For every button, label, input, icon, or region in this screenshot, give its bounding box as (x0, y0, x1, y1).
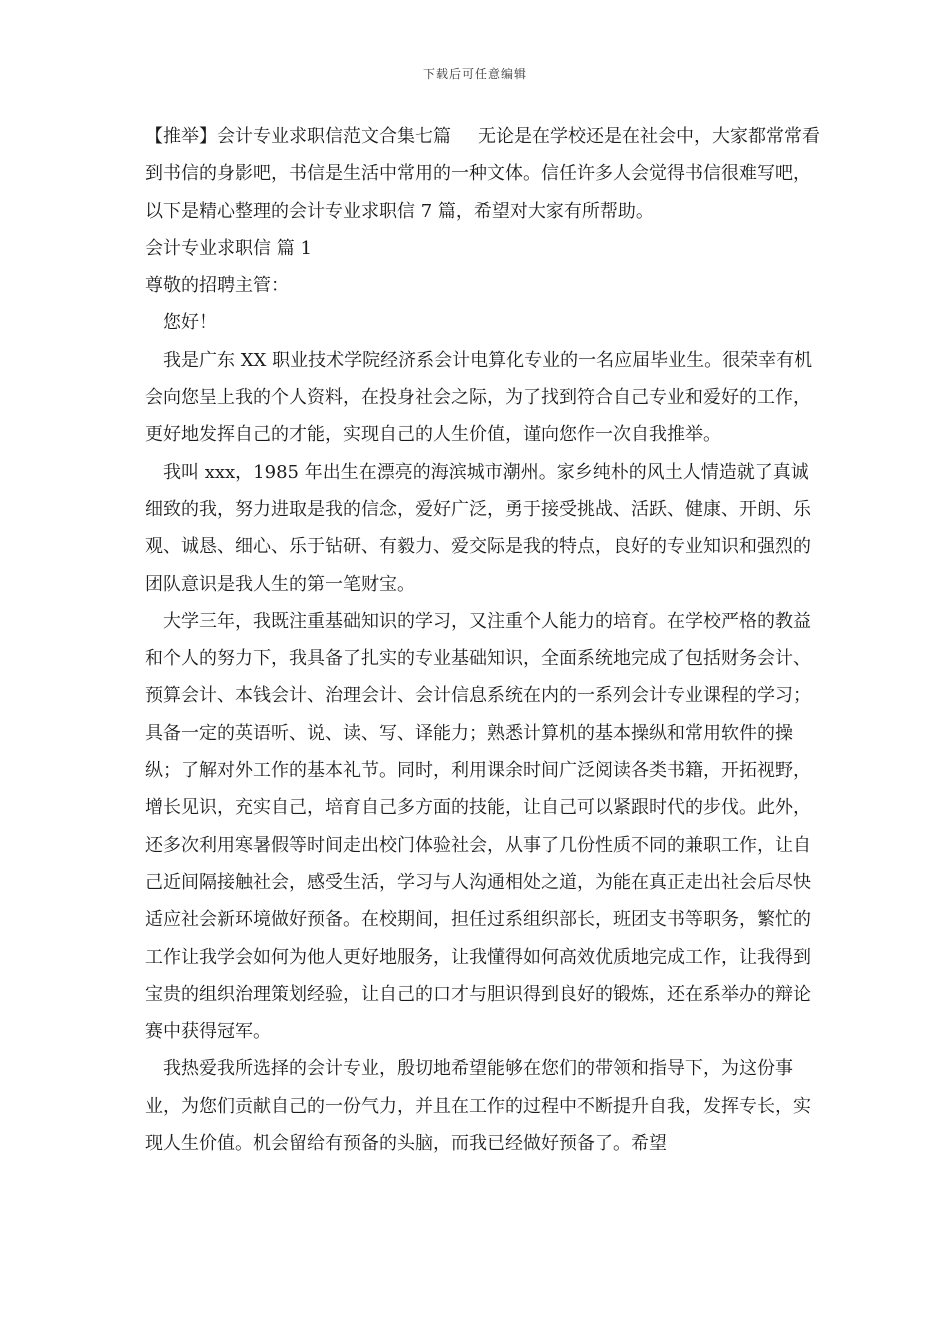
salutation: 尊敬的招聘主管： (145, 275, 289, 297)
intro-paragraph (145, 118, 825, 230)
paragraph-1: 我是广东 XX 职业技术学院经济系会计电算化专业的一名应届毕业生。很荣幸有机会向您呈上我的个人资料，在投身社会之际，为了找到符合自己专业和爱好的工作，更好地发挥自己的才能，实现自己的人生价值，谨向您作一次自我推举。 (145, 349, 813, 446)
page-header: 下载后可任意编辑 (422, 67, 527, 81)
paragraph-2: 我叫 xxx，1985 年出生在漂亮的海滨城市潮州。家乡纯朴的风土人情造就了真诚细致的我，努力进取是我的信念，爱好广泛，勇于接受挑战、活跃、健康、开朗、乐观、诚恳、细心、乐于钻研、有毅力、爱交际是我的特点，良好的专业知识和强烈的团队意识是我人生的第一笔财宝。 (145, 461, 811, 595)
paragraph-3: 大学三年，我既注重基础知识的学习，又注重个人能力的培育。在学校严格的教益和个人的努力下，我具备了扎实的专业基础知识，全面系统地完成了包括财务会计、预算会计、本钱会计、治理会计、会计信息系统在内的一系列会计专业课程的学习；具备一定的英语听、说、读、写、译能力；熟悉计算机的基本操纵和常用软件的操纵；了解对外工作的基本礼节。同时，利用课余时间广泛阅读各类书籍，开拓视野，增长见识，充实自己，培育自己多方面的技能，让自己可以紧跟时代的步伐。此外，还多次利用寒暑假等时间走出校门体验社会，从事了几份性质不同的兼职工作，让自己近间隔接触社会，感受生活，学习与人沟通相处之道，为能在真正走出社会后尽快适应社会新环境做好预备。在校期间，担任过系组织部长，班团支书等职务，繁忙的工作让我学会如何为他人更好地服务，让我懂得如何高效优质地完成工作，让我得到宝贵的组织治理策划经验，让自己的口才与胆识得到良好的锻炼，还在系举办的辩论赛中获得冠军。 (145, 610, 811, 1043)
greeting: 您好！ (163, 312, 217, 334)
intro-title: 【推举】会计专业求职信范文合集七篇 (145, 126, 451, 147)
document-body (145, 118, 825, 1162)
section-title: 会计专业求职信 篇 1 (145, 237, 312, 259)
intro-text: 无论是在学校还是在社会中，大家都常常看到书信的身影吧，书信是生活中常用的一种文体。信任许多人会觉得书信很难写吧，以下是精心整理的会计专业求职信 7 篇，希望对大家有所帮助。 (145, 126, 820, 222)
paragraph-4: 我热爱我所选择的会计专业，殷切地希望能够在您们的带领和指导下，为这份事业，为您们贡献自己的一份气力，并且在工作的过程中不断提升自我，发挥专长，实现人生价值。机会留给有预备的头脑，而我已经做好预备了。希望 (145, 1058, 811, 1155)
